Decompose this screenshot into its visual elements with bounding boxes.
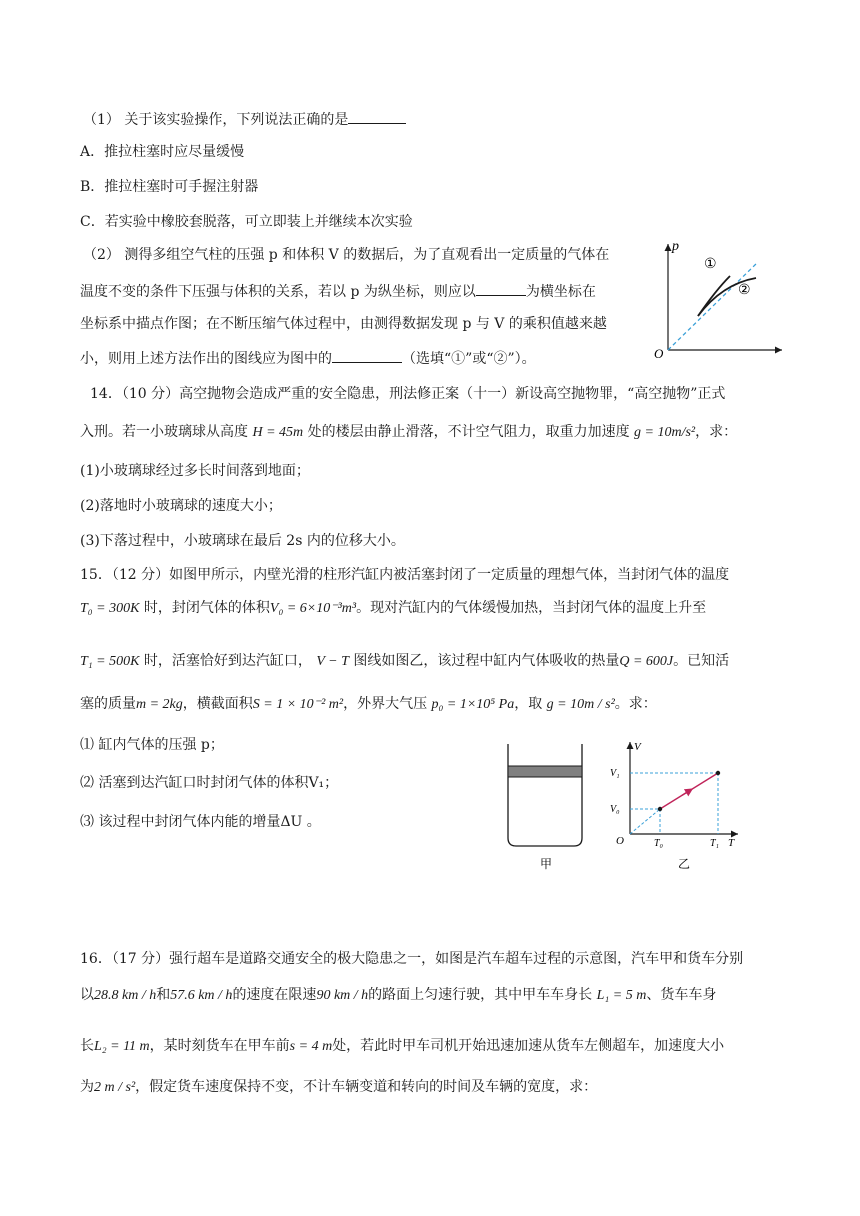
pv-origin-label: O — [654, 346, 664, 361]
q14-line2-text-e: ，求： — [695, 424, 738, 440]
pv-graph — [648, 236, 788, 366]
pv-curve-2-label: ② — [738, 283, 751, 298]
q14-line2-text-c: 处的楼层由静止滑落，不计空气阻力，取重力加速度 — [307, 424, 630, 440]
q16-line2-text-c: 和 — [156, 987, 171, 1003]
q15-line4 — [80, 694, 657, 715]
q15-heat-formula: Q = 600J — [619, 654, 674, 669]
pv-dashed-line — [668, 262, 758, 350]
q16-length-1: L₁ = 5 m — [596, 988, 647, 1003]
answer-blank-1 — [348, 109, 406, 124]
q16-line3-text-a: 长 — [80, 1038, 94, 1054]
q13-part1-text: （1） 关于该实验操作，下列说法正确的是 — [83, 112, 349, 128]
q14-sub3: (3)下落过程中，小玻璃球在最后 2s 内的位移大小。 — [80, 533, 405, 549]
q14-sub1: (1)小玻璃球经过多长时间落到地面； — [80, 463, 310, 479]
pv-y-label: p — [672, 239, 679, 254]
q13-part2-line4 — [80, 348, 536, 369]
q15-line2 — [80, 598, 706, 619]
q16-line2-text-e: 的速度在限速 — [232, 987, 317, 1003]
q14-line2-text-a: 入刑。若一小玻璃球从高度 — [80, 424, 248, 440]
q15-t0-formula: T₀ = 300K — [80, 601, 140, 616]
vt-y-label: V — [634, 741, 641, 753]
fig-jia-label: 甲 — [540, 857, 553, 870]
q15-mass-formula: m = 2kg — [136, 697, 183, 712]
q15-g-formula: g = 10m / s² — [546, 697, 615, 712]
q15-line1: 15．（12 分）如图甲所示，内壁光滑的柱形汽缸内被活塞封闭了一定质量的理想气体，当封闭气体的温度 — [80, 567, 730, 583]
q14-gravity-formula: g = 10m/s² — [634, 425, 696, 440]
cylinder-wall — [508, 744, 582, 846]
vt-direction-arrow — [682, 789, 692, 795]
vt-t1-label: T₁ — [710, 838, 720, 849]
q15-t1-formula: T₁ = 500K — [80, 654, 140, 669]
q16-line3 — [80, 1036, 724, 1057]
vt-origin-extension — [630, 809, 660, 834]
q13-option-a: A．推拉柱塞时应尽量缓慢 — [80, 144, 245, 160]
q15-line2-text-d: 。现对汽缸内的气体缓慢加热，当封闭气体的温度上升至 — [356, 600, 707, 616]
q16-line4-text-c: ，假定货车速度保持不变，不计车辆变道和转向的时间及车辆的宽度，求： — [135, 1079, 598, 1095]
q14-sub2: (2)落地时小玻璃球的速度大小； — [80, 498, 282, 514]
piston — [508, 766, 582, 777]
cylinder-figure — [500, 740, 590, 870]
q13-part2-line4-tail: （选填“①”或“②”）。 — [402, 351, 536, 367]
q16-line2 — [80, 985, 716, 1006]
q13-part2-line2-text: 温度不变的条件下压强与体积的关系，若以 p 为纵坐标，则应以 — [80, 284, 476, 300]
q13-option-b: B．推拉柱塞时可手握注射器 — [80, 179, 259, 195]
vt-point-start — [658, 807, 662, 811]
q15-sub2: ⑵ 活塞到达汽缸口时封闭气体的体积V₁； — [80, 775, 339, 791]
q15-line4-text-e: ，外界大气压 — [343, 696, 428, 712]
q15-line4-text-a: 塞的质量 — [80, 696, 136, 712]
vt-origin-label: O — [616, 835, 624, 847]
q16-length-2: L₂ = 11 m — [94, 1039, 150, 1054]
q15-line3-text-b: 时，活塞恰好到达汽缸口， — [143, 653, 312, 669]
q15-line2-text-b: 时，封闭气体的体积 — [143, 600, 270, 616]
q14-line1: 14．（10 分）高空抛物会造成严重的安全隐患，刑法修正案（十一）新设高空抛物罪，“高空抛物”正式 — [90, 386, 726, 402]
q16-line2-text-i: 、货车车身 — [646, 987, 717, 1003]
q16-line4 — [80, 1077, 597, 1098]
q13-part2-line1: （2） 测得多组空气柱的压强 p 和体积 V 的数据后，为了直观看出一定质量的气体在 — [83, 247, 610, 263]
q13-option-c: C．若实验中橡胶套脱落，可立即装上并继续本次实验 — [80, 214, 413, 230]
q13-part1 — [83, 109, 406, 130]
q16-acceleration: 2 m / s² — [94, 1080, 136, 1095]
q16-speed-2: 57.6 km / h — [170, 988, 233, 1003]
q15-line3-text-f: 。已知活 — [673, 653, 730, 669]
q16-line2-text-a: 以 — [80, 987, 94, 1003]
q16-speed-1: 28.8 km / h — [94, 988, 157, 1003]
vt-point-end — [716, 771, 720, 775]
q15-area-formula: S = 1 × 10⁻² m² — [252, 697, 344, 712]
q15-line3-text-d: 图线如图乙，该过程中缸内气体吸收的热量 — [353, 653, 620, 669]
q16-speed-limit: 90 km / h — [316, 988, 369, 1003]
q15-line4-text-c: ，横截面积 — [182, 696, 253, 712]
q15-line4-text-g: ，取 — [514, 696, 543, 712]
q15-line4-text-i: 。求： — [614, 696, 657, 712]
q16-line4-text-a: 为 — [80, 1079, 94, 1095]
q15-v0-formula: V₀ = 6×10⁻³m³ — [269, 601, 357, 616]
vt-v0-label: V₀ — [610, 804, 620, 815]
q13-part2-line2 — [80, 281, 596, 302]
vt-v1-label: V₁ — [610, 768, 620, 779]
answer-blank-2 — [476, 281, 526, 296]
q16-line3-text-e: 处，若此时甲车司机开始迅速加速从货车左侧超车，加速度大小 — [332, 1038, 725, 1054]
q16-line3-text-c: ，某时刻货车在甲车前 — [149, 1038, 290, 1054]
q15-vt-label: V − T — [316, 654, 349, 669]
q15-sub3: ⑶ 该过程中封闭气体内能的增量ΔU 。 — [80, 814, 321, 830]
q16-distance: s = 4 m — [289, 1039, 333, 1054]
q15-pressure-formula: p₀ = 1×10⁵ Pa — [431, 697, 515, 712]
q13-part2-line3: 坐标系中描点作图；在不断压缩气体过程中，由测得数据发现 p 与 V 的乘积值越来越 — [80, 316, 607, 332]
q14-height-formula: H = 45m — [252, 425, 304, 440]
answer-blank-3 — [332, 348, 402, 363]
q16-line2-text-g: 的路面上匀速行驶，其中甲车车身长 — [368, 987, 593, 1003]
q13-part2-line4-text: 小，则用上述方法作出的图线应为图中的 — [80, 351, 332, 367]
q14-line2 — [80, 422, 737, 443]
q16-line1: 16．（17 分）强行超车是道路交通安全的极大隐患之一，如图是汽车超车过程的示意图，汽车甲和货车分别 — [80, 951, 744, 967]
q15-sub1: ⑴ 缸内气体的压强 p； — [80, 737, 224, 753]
q15-line3 — [80, 651, 729, 672]
fig-yi-label: 乙 — [678, 857, 691, 871]
pv-curve-1-label: ① — [704, 257, 717, 272]
vt-graph — [604, 736, 764, 872]
q13-part2-line2-tail: 为横坐标在 — [525, 284, 596, 300]
vt-x-label: T — [728, 837, 735, 849]
vt-t0-label: T₀ — [654, 838, 664, 849]
